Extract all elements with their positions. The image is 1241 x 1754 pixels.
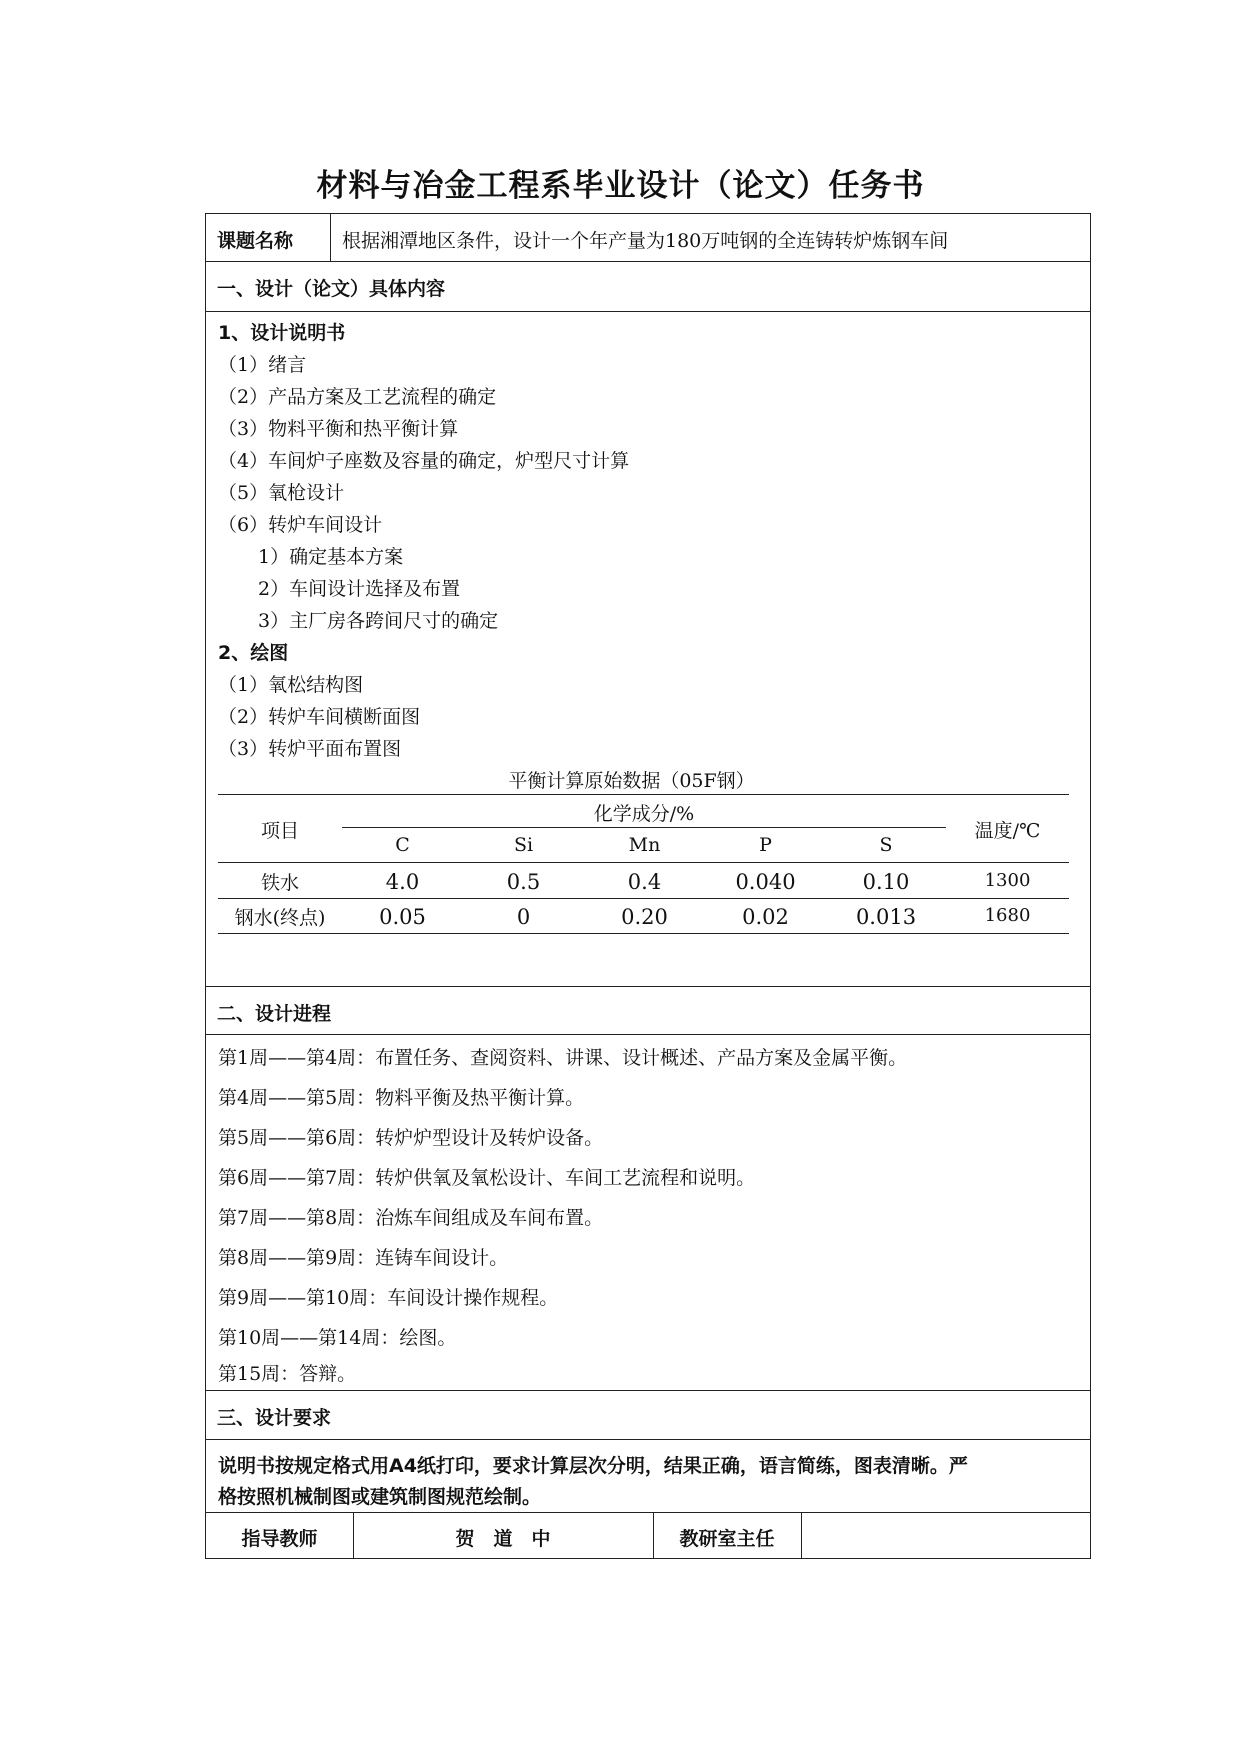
table-header-element: Mn: [628, 834, 661, 856]
section2-heading: 二、设计进程: [217, 1003, 332, 1025]
table-cell: 0.4: [627, 870, 662, 894]
row-divider: [206, 1390, 1090, 1391]
table-cell: 0.040: [735, 870, 796, 894]
row-divider: [206, 1512, 1090, 1513]
table-cell: 0: [516, 905, 531, 929]
balance-data-table: [218, 794, 1069, 934]
row-divider: [206, 1439, 1090, 1440]
content-line: 2）车间设计选择及布置: [258, 578, 461, 600]
topic-value: 根据湘潭地区条件，设计一个年产量为180万吨钢的全连铸转炉炼钢车间: [342, 230, 949, 252]
content-line: （1）氧松结构图: [218, 674, 364, 696]
row-divider: [206, 1034, 1090, 1035]
table-row-name: 铁水: [260, 872, 299, 894]
content-line: （5）氧枪设计: [218, 482, 345, 504]
footer-divider: [801, 1512, 802, 1558]
table-header-element: S: [879, 834, 893, 856]
task-form: [205, 213, 1091, 1559]
content-line: （3）物料平衡和热平衡计算: [218, 418, 459, 440]
topic-divider: [330, 214, 331, 261]
content-line: （2）转炉车间横断面图: [218, 706, 421, 728]
schedule-line: 第6周——第7周：转炉供氧及氧松设计、车间工艺流程和说明。: [218, 1167, 756, 1189]
content-subheading: 1、设计说明书: [218, 322, 346, 344]
section3-heading: 三、设计要求: [217, 1407, 332, 1429]
table-cell: 0.05: [379, 905, 426, 929]
schedule-line: 第10周——第14周：绘图。: [218, 1327, 457, 1349]
table-cell: 0.20: [621, 905, 668, 929]
table-header-temp: 温度/℃: [974, 820, 1041, 842]
table-caption: 平衡计算原始数据（05F钢）: [508, 770, 755, 792]
table-bottom-rule: [218, 933, 1069, 934]
content-line: （3）转炉平面布置图: [218, 738, 402, 760]
row-divider: [206, 261, 1090, 262]
row-divider: [206, 311, 1090, 312]
content-line: （4）车间炉子座数及容量的确定，炉型尺寸计算: [218, 450, 630, 472]
table-row-name: 钢水(终点): [234, 907, 326, 929]
advisor-name: 贺 道 中: [455, 1528, 551, 1550]
advisor-label: 指导教师: [241, 1528, 318, 1550]
row-divider: [206, 986, 1090, 987]
content-line: （6）转炉车间设计: [218, 514, 383, 536]
table-cell: 0.02: [742, 905, 789, 929]
table-header-item: 项目: [260, 820, 299, 842]
schedule-line: 第7周——第8周：治炼车间组成及车间布置。: [218, 1207, 604, 1229]
topic-label: 课题名称: [217, 230, 294, 252]
table-cell-temp: 1300: [984, 870, 1031, 891]
content-line: 1）确定基本方案: [258, 546, 404, 568]
table-group-rule: [342, 827, 946, 828]
table-header-rule: [218, 862, 1069, 863]
table-header-element: C: [395, 834, 410, 856]
table-cell: 4.0: [385, 870, 420, 894]
schedule-line: 第1周——第4周：布置任务、查阅资料、讲课、设计概述、产品方案及金属平衡。: [218, 1047, 908, 1069]
table-row-rule: [218, 898, 1069, 899]
schedule-line: 第15周：答辩。: [218, 1363, 357, 1385]
table-header-element: Si: [513, 834, 534, 856]
table-header-element: P: [759, 834, 772, 856]
schedule-line: 第4周——第5周：物料平衡及热平衡计算。: [218, 1087, 585, 1109]
content-subheading: 2、绘图: [218, 642, 289, 664]
table-cell-temp: 1680: [984, 905, 1031, 926]
content-line: （2）产品方案及工艺流程的确定: [218, 386, 497, 408]
schedule-line: 第8周——第9周：连铸车间设计。: [218, 1247, 509, 1269]
requirements-line: 说明书按规定格式用A4纸打印，要求计算层次分明，结果正确，语言简练，图表清晰。严: [218, 1455, 968, 1477]
table-top-rule: [218, 794, 1069, 795]
section1-heading: 一、设计（论文）具体内容: [217, 278, 446, 300]
table-cell: 0.5: [506, 870, 541, 894]
table-header-group: 化学成分/%: [593, 803, 695, 825]
content-line: 3）主厂房各跨间尺寸的确定: [258, 610, 499, 632]
schedule-line: 第9周——第10周：车间设计操作规程。: [218, 1287, 559, 1309]
director-label: 教研室主任: [679, 1528, 775, 1550]
table-cell: 0.10: [862, 870, 910, 894]
table-cell: 0.013: [855, 905, 917, 929]
schedule-line: 第5周——第6周：转炉炉型设计及转炉设备。: [218, 1127, 604, 1149]
requirements-line: 格按照机械制图或建筑制图规范绘制。: [218, 1486, 542, 1508]
page-title: 材料与冶金工程系毕业设计（论文）任务书: [316, 168, 925, 204]
content-line: （1）绪言: [218, 354, 307, 376]
